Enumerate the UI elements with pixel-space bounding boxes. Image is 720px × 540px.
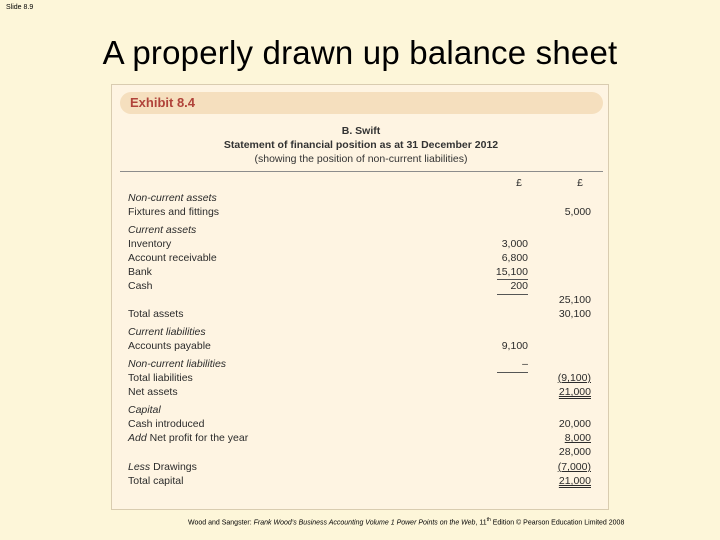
row-label-prefix: Less <box>128 461 151 473</box>
footer-edition-suffix: th <box>486 517 491 523</box>
row-current-assets-total <box>112 294 610 308</box>
row-value-col2: (9,100) <box>557 372 591 384</box>
row-label: Current liabilities <box>128 326 206 338</box>
exhibit-label: Exhibit 8.4 <box>130 95 196 110</box>
exhibit-header-bar <box>120 92 603 114</box>
row-drawings <box>112 461 610 475</box>
row-label: Total assets <box>128 308 184 320</box>
row-label: Current assets <box>128 224 197 236</box>
slide-number: Slide 8.9 <box>6 4 34 11</box>
col2-currency-header: £ <box>577 177 583 189</box>
row-total-liabilities <box>112 372 610 386</box>
exhibit-panel <box>111 84 609 510</box>
row-value-col2: 21,000 <box>558 386 591 398</box>
company-name: B. Swift <box>341 125 381 137</box>
footer-edition-number: , 11 <box>475 519 487 527</box>
statement-subtitle: (showing the position of non-current liabilities) <box>254 153 468 165</box>
row-value-col2: 8,000 <box>564 432 591 444</box>
row-cash-introduced <box>112 418 610 432</box>
column-headers <box>112 177 610 191</box>
row-label: Total liabilities <box>128 372 193 384</box>
footer-authors: Wood and Sangster: <box>188 519 254 527</box>
row-label: Account receivable <box>128 252 217 264</box>
row-label-text: Net profit for the year <box>146 432 249 444</box>
row-label: Bank <box>128 266 152 278</box>
row-value-col1: 6,800 <box>501 252 528 264</box>
row-label-text: Drawings <box>150 461 197 473</box>
statement-title: Statement of financial position as at 31 December 2012 <box>223 139 499 151</box>
row-label <box>128 461 197 473</box>
row-label: Capital <box>128 404 161 416</box>
row-value-col2: 20,000 <box>558 418 591 430</box>
row-bank <box>112 266 610 280</box>
row-non-current-assets <box>112 192 610 206</box>
row-value-col1: 9,100 <box>501 340 528 352</box>
footer-book-title: Frank Wood’s Business Accounting Volume 1 Power Points on the Web <box>253 519 476 527</box>
row-net-profit <box>112 432 610 446</box>
row-capital <box>112 404 610 418</box>
footer-citation <box>188 517 624 526</box>
col1-currency-header: £ <box>516 177 522 189</box>
row-value-col1: 3,000 <box>501 238 528 250</box>
row-value-col2: (7,000) <box>557 461 591 473</box>
row-accounts-payable <box>112 340 610 354</box>
row-label: Cash introduced <box>128 418 205 430</box>
row-value-col2: 28,000 <box>558 446 591 458</box>
row-value-col2: 21,000 <box>558 475 591 487</box>
row-value-col2: 30,100 <box>558 308 591 320</box>
row-label: Fixtures and fittings <box>128 206 220 218</box>
row-label: Cash <box>128 280 153 292</box>
underline-rule <box>497 279 528 280</box>
row-cash <box>112 280 610 294</box>
row-label: Inventory <box>128 238 172 250</box>
slide-title: A properly drawn up balance sheet <box>102 34 618 71</box>
row-current-assets <box>112 224 610 238</box>
row-non-current-liabilities <box>112 358 610 372</box>
row-net-assets <box>112 386 610 400</box>
row-current-liabilities <box>112 326 610 340</box>
row-label <box>128 432 248 444</box>
footer-copyright: Edition © Pearson Education Limited 2008 <box>490 519 625 527</box>
row-value-col1: 200 <box>510 280 528 292</box>
row-label-prefix: Add <box>128 432 147 444</box>
header-rule <box>120 171 603 172</box>
row-label: Non-current assets <box>128 192 217 204</box>
row-value-col1: – <box>522 358 528 370</box>
row-label: Accounts payable <box>128 340 211 352</box>
row-value-col2: 5,000 <box>564 206 591 218</box>
row-fixtures <box>112 206 610 220</box>
row-account-receivable <box>112 252 610 266</box>
row-value-col1: 15,100 <box>495 266 528 278</box>
row-inventory <box>112 238 610 252</box>
row-total-assets <box>112 308 610 322</box>
row-label: Net assets <box>128 386 178 398</box>
row-label: Non-current liabilities <box>128 358 227 370</box>
row-subtotal-capital <box>112 446 610 460</box>
row-value-col2: 25,100 <box>558 294 591 306</box>
row-total-capital <box>112 475 610 489</box>
row-label: Total capital <box>128 475 184 487</box>
